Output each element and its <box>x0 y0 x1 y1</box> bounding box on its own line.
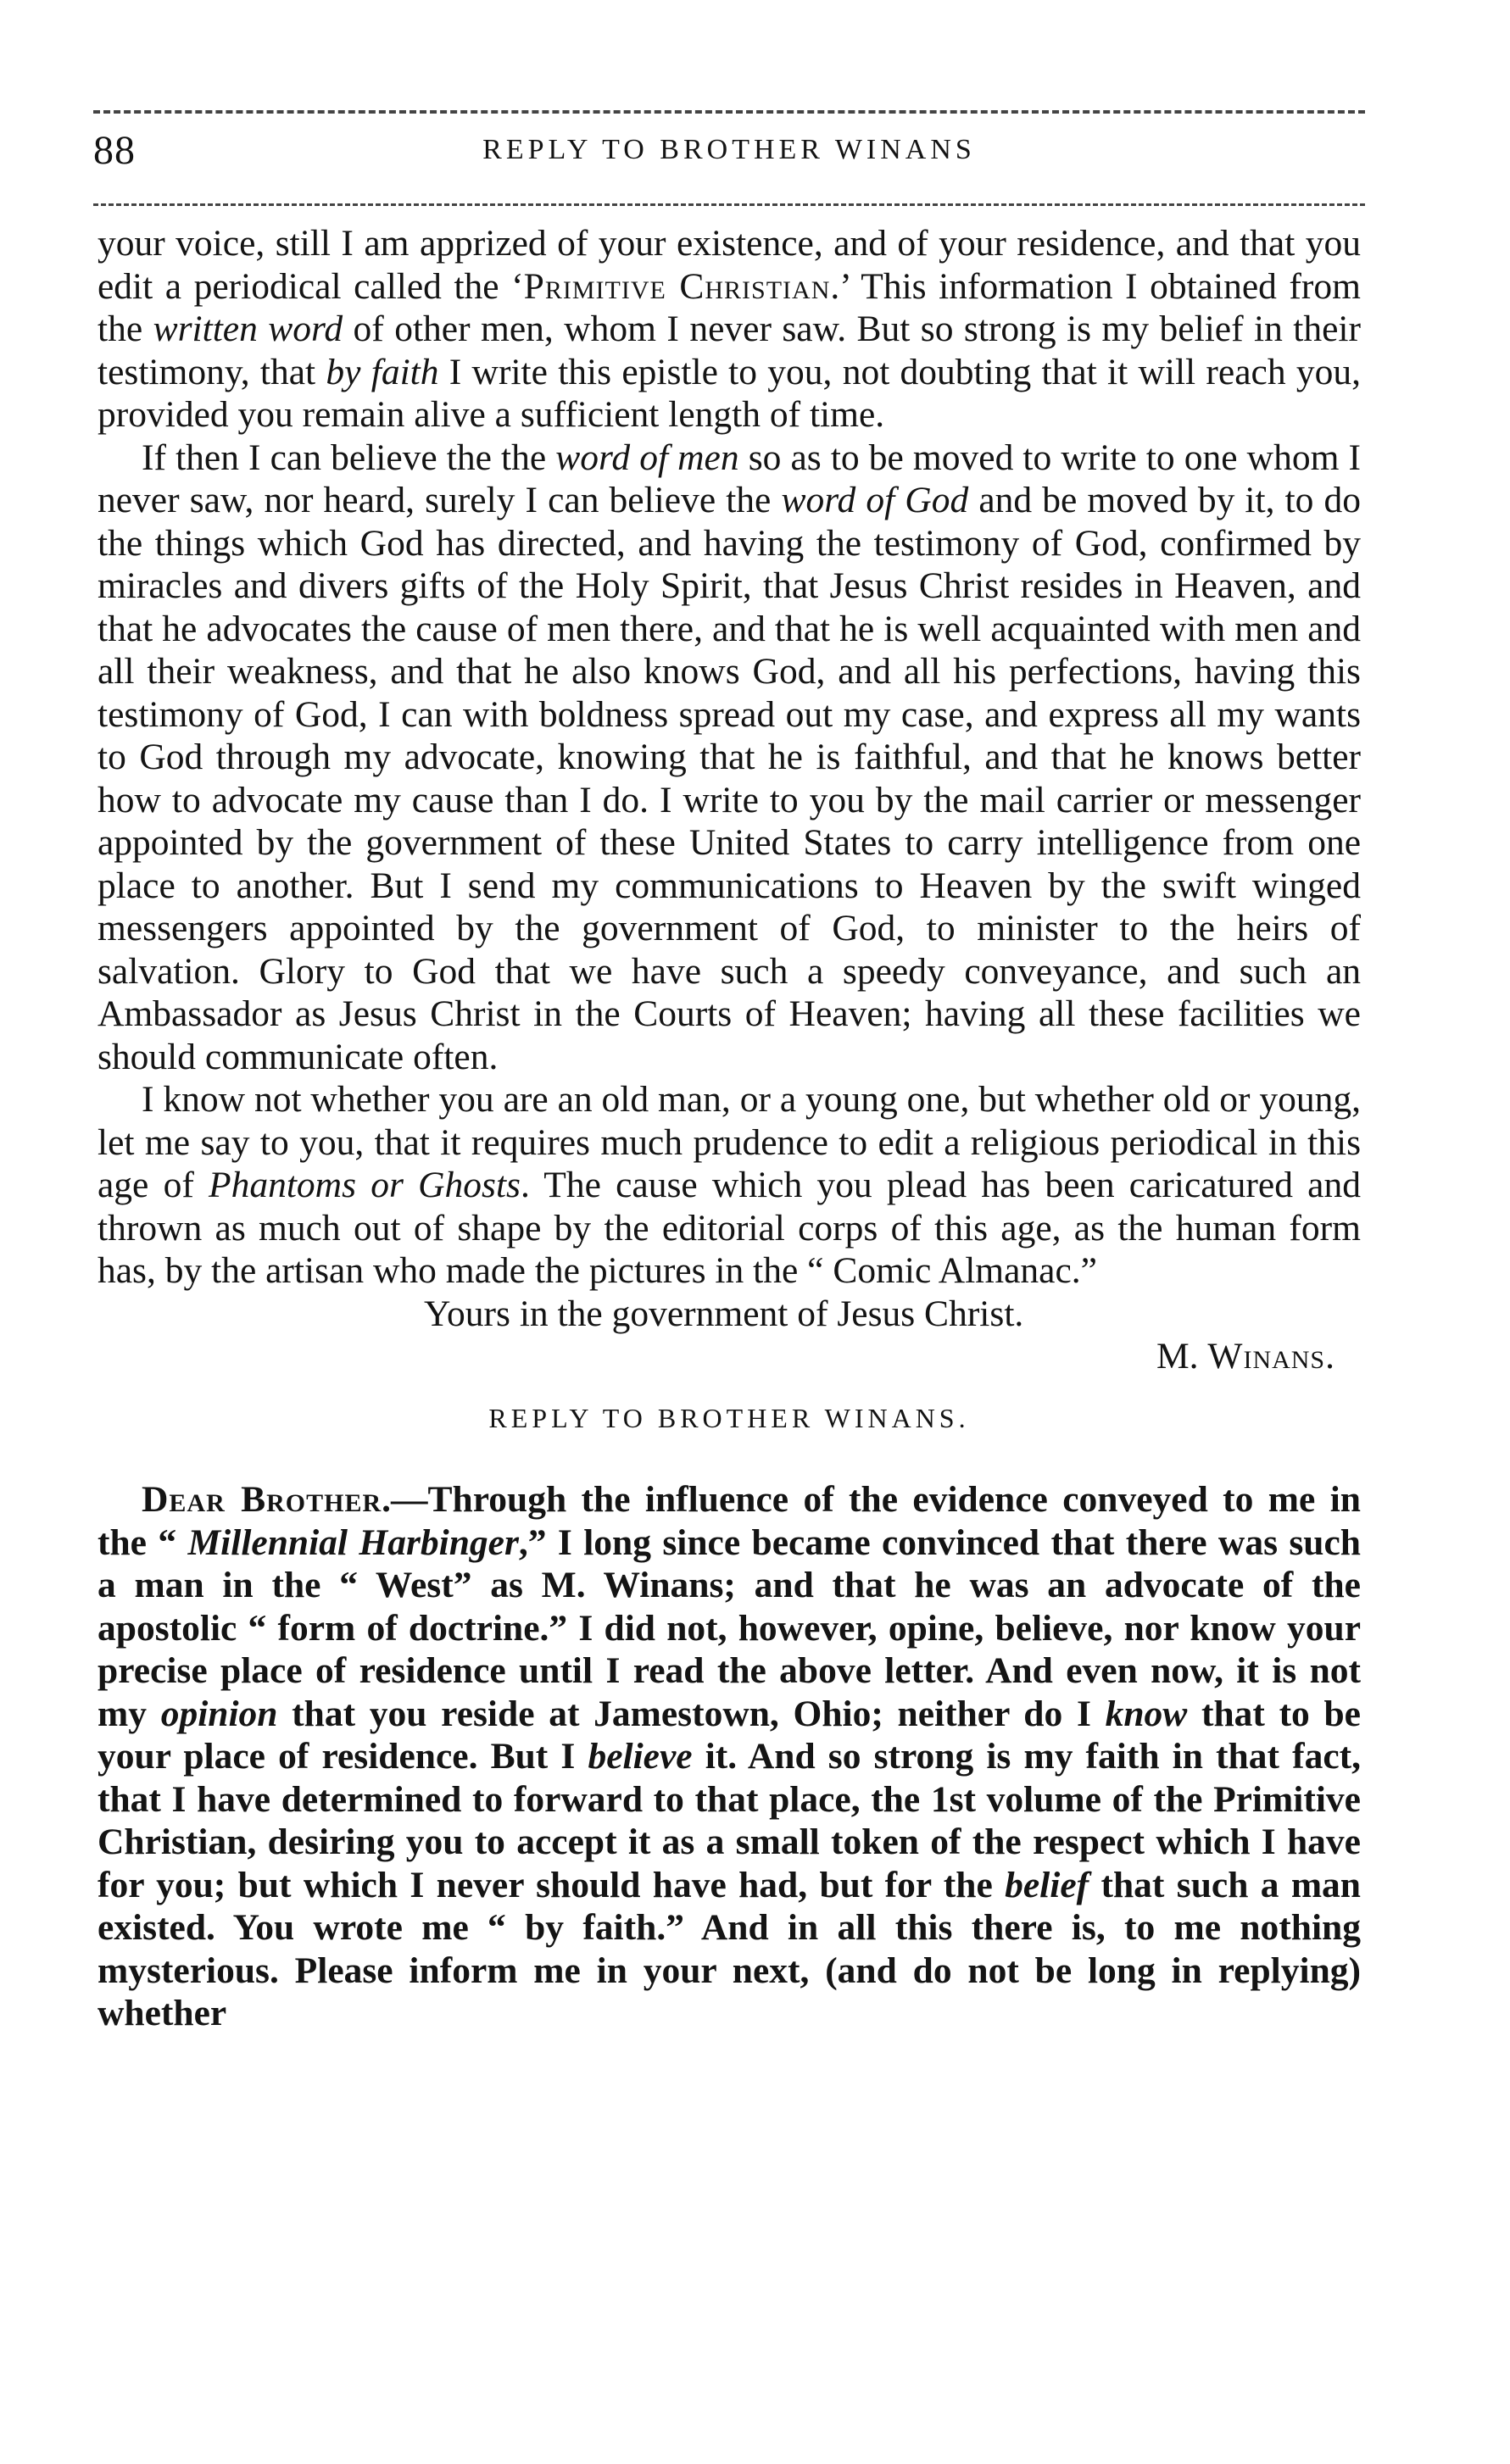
running-head: REPLY TO BROTHER WINANS <box>482 134 976 165</box>
letter1-closing: Yours in the government of Jesus Christ. <box>424 1293 1024 1334</box>
emphasis: belief <box>1005 1864 1089 1905</box>
letter2-paragraph-1: Dear Brother.—Through the influence of the evidence conveyed to me in the “ Millennial Harbinger,” I long since became convinced that there was such a man in the “ West” as M. Winans; and that he was an advocate of the apostolic “ form of doctrine.” I did not, however, opine, believe, nor know your precise place of residence until I read the above letter. And even now, it is not my opinion that you reside at Jamestown, Ohio; neither do I know that to be your place of residence. But I believe it. And so strong is my faith in that fact, that I have determined to forward to that place, the 1st volume of the Primitive Christian, desiring you to accept it as a small token of the respect which I have for you; but which I never should have had, but for the belief that such a man existed. You wrote me “ by faith.” And in all this there is, to me nothing mysterious. Please inform me in your next, (and do not be long in replying) whether <box>98 1479 1361 2033</box>
salutation: Dear Brother <box>142 1479 382 1520</box>
page-header <box>93 127 1365 186</box>
emphasis: word of men <box>555 437 739 478</box>
page-number: 88 <box>93 128 136 173</box>
emphasis: opinion <box>160 1693 278 1734</box>
emphasis: believe <box>588 1736 693 1777</box>
emphasis: know <box>1105 1693 1188 1734</box>
letter1-paragraph-2: If then I can believe the the word of men so as to be moved to write to one whom I never saw, nor heard, surely I can believe the word of God and be moved by it, to do the things which God has directed, and having the testimony of God, confirmed by miracles and divers gifts of the Holy Spirit, that Jesus Christ resides in Heaven, and that he advocates the cause of men there, and that he is well acquainted with men and all their weakness, and that he also knows God, and all his perfections, having this testimony of God, I can with boldness spread out my case, and express all my wants to God through my advocate, knowing that he is faithful, and that he knows better how to advocate my cause than I do. I write to you by the mail carrier or messenger appointed by the government of these United States to carry intelligence from one place to another. But I send my communications to Heaven by the swift winged messengers appointed by the government of God, to minister to the heirs of salvation. Glory to God that we have such a speedy conveyance, and such an Ambassador as Jesus Christ in the Courts of Heaven; having all these facilities we should communicate often. <box>98 437 1361 1077</box>
emphasis: written word <box>153 309 343 349</box>
letter1-signature: M. Winans. <box>1156 1336 1335 1377</box>
letter1-paragraph-1: your voice, still I am apprized of your existence, and of your residence, and that you edit a periodical called the ‘Primitive Christian.’ This information I obtained from the written word of other men, whom I never saw. But so strong is my belief in their testimony, that by faith I write this epistle to you, not doubting that it will reach you, provided you remain alive a sufficient length of time. <box>98 223 1361 435</box>
page-body <box>98 222 1361 2035</box>
section-title: REPLY TO BROTHER WINANS. <box>488 1402 970 1433</box>
letter1-paragraph-3: I know not whether you are an old man, or a young one, but whether old or young, let me say to you, that it requires much prudence to edit a religious periodical in this age of Phantoms or Ghosts. The cause which you plead has been caricatured and thrown as much out of shape by the editorial corps of this age, as the human form has, by the artisan who made the pictures in the “ Comic Almanac.” <box>98 1079 1361 1291</box>
emphasis: Phantoms or Ghosts <box>209 1165 521 1205</box>
emphasis: by faith <box>326 351 439 392</box>
emphasis: Millennial Harbinger <box>187 1521 519 1563</box>
periodical-title: Primitive Christian <box>523 265 831 307</box>
header-rule-top <box>93 110 1365 114</box>
emphasis: word of God <box>781 480 969 520</box>
header-rule-bottom <box>93 203 1365 206</box>
